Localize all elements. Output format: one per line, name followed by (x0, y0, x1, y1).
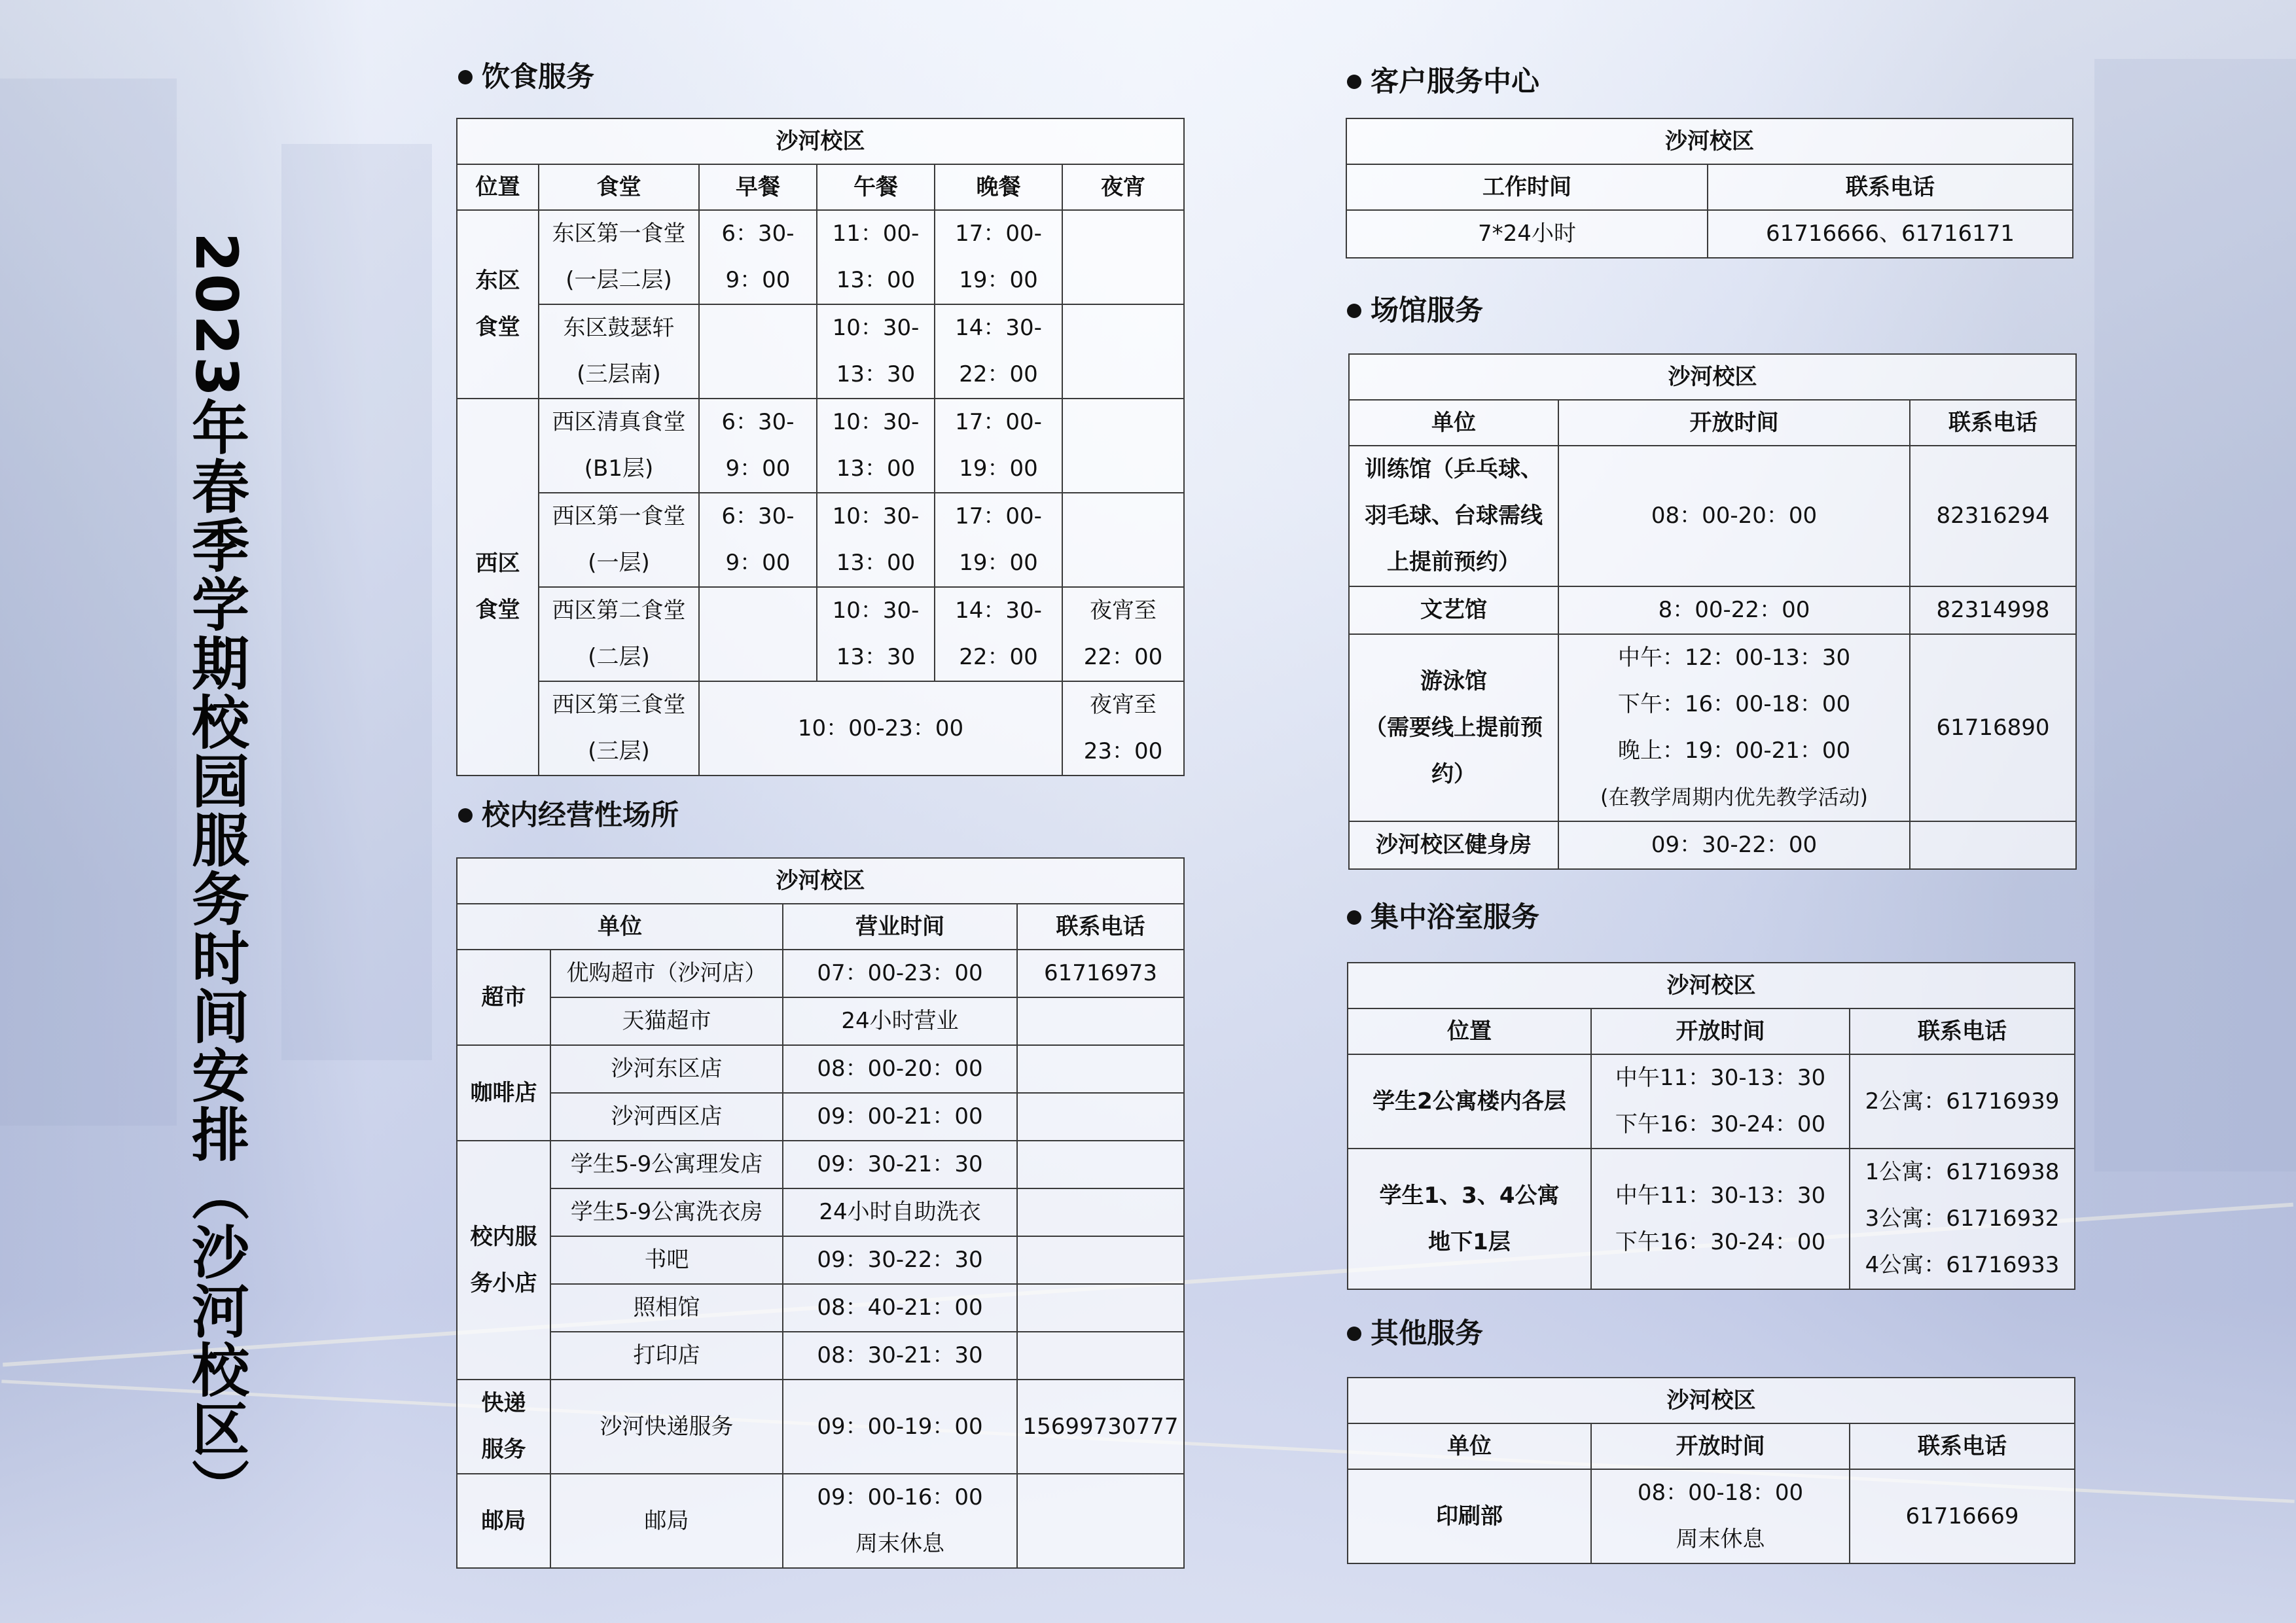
section-heading-food (458, 58, 594, 97)
table-row (1348, 1054, 2075, 1149)
lunch-time: 10：30- 13：00 (817, 493, 935, 587)
phone-number (1910, 821, 2076, 869)
venue-name: 沙河校区健身房 (1349, 821, 1558, 869)
unit-name: 照相馆 (550, 1284, 783, 1332)
food-campus-header: 沙河校区 (457, 118, 1184, 164)
lunch-time: 11：00- 13：00 (817, 210, 935, 304)
table-row (457, 304, 1184, 399)
other-col-phone: 联系电话 (1850, 1423, 2075, 1469)
business-table (456, 857, 1185, 1569)
venue-heading-text: 场馆服务 (1371, 294, 1483, 327)
area-east: 东区 食堂 (457, 210, 539, 399)
venue-campus-header: 沙河校区 (1349, 354, 2076, 400)
section-heading-venue (1347, 291, 1483, 330)
bath-col-hours: 开放时间 (1591, 1008, 1850, 1054)
phone-number (1017, 1236, 1184, 1284)
table-row (457, 681, 1184, 776)
table-row (457, 1093, 1184, 1141)
table-row (1349, 634, 2076, 821)
category-express: 快递 服务 (457, 1380, 550, 1474)
unit-name: 打印店 (550, 1332, 783, 1380)
customer-table (1346, 118, 2073, 259)
venue-table (1348, 353, 2077, 870)
bullet-icon (458, 808, 473, 823)
food-col-night: 夜宵 (1062, 164, 1184, 210)
section-heading-business (458, 796, 679, 835)
canteen-name: 西区第二食堂 (二层) (539, 587, 699, 681)
table-row (457, 1380, 1184, 1474)
table-row (1349, 446, 2076, 586)
opening-hours: 07：00-23：00 (783, 950, 1017, 997)
breakfast-time: 6：30- 9：00 (699, 210, 817, 304)
section-heading-customer (1347, 62, 1539, 101)
other-table (1347, 1377, 2075, 1564)
category-supermarket: 超市 (457, 950, 550, 1045)
table-row (457, 997, 1184, 1045)
page-title: 2023年春季学期校园服务时间安排（沙河校区） (183, 232, 250, 1517)
opening-hours: 09：00-21：00 (783, 1093, 1017, 1141)
bullet-icon (1347, 75, 1361, 89)
lunch-time: 10：30- 13：30 (817, 304, 935, 399)
opening-hours: 09：00-16：00 周末休息 (783, 1474, 1017, 1568)
venue-col-unit: 单位 (1349, 400, 1558, 446)
customer-heading-text: 客户服务中心 (1371, 65, 1539, 98)
bath-location: 学生2公寓楼内各层 (1348, 1054, 1591, 1149)
table-row (1348, 1469, 2075, 1563)
phone-number (1017, 1474, 1184, 1568)
area-west: 西区 食堂 (457, 399, 539, 776)
food-col-lunch: 午餐 (817, 164, 935, 210)
table-row (457, 1188, 1184, 1236)
venue-col-phone: 联系电话 (1910, 400, 2076, 446)
other-col-hours: 开放时间 (1591, 1423, 1850, 1469)
unit-name: 天猫超市 (550, 997, 783, 1045)
breakfast-time: 6：30- 9：00 (699, 399, 817, 493)
unit-name: 学生5-9公寓洗衣房 (550, 1188, 783, 1236)
other-col-unit: 单位 (1348, 1423, 1591, 1469)
night-time (1062, 399, 1184, 493)
table-row (457, 950, 1184, 997)
business-col-unit: 单位 (457, 904, 783, 950)
bullet-icon (1347, 910, 1361, 925)
phone-number (1017, 1284, 1184, 1332)
opening-hours: 08：40-21：00 (783, 1284, 1017, 1332)
bath-col-location: 位置 (1348, 1008, 1591, 1054)
phone-number (1017, 1332, 1184, 1380)
phone-number (1017, 1093, 1184, 1141)
canteen-name: 东区第一食堂 (一层二层) (539, 210, 699, 304)
phone-number: 61716890 (1910, 634, 2076, 821)
dinner-time: 14：30- 22：00 (935, 304, 1062, 399)
opening-hours: 09：30-22：00 (1558, 821, 1910, 869)
canteen-name: 东区鼓瑟轩 (三层南) (539, 304, 699, 399)
section-heading-bath (1347, 898, 1539, 937)
lunch-time: 10：30- 13：30 (817, 587, 935, 681)
other-unit: 印刷部 (1348, 1469, 1591, 1563)
opening-hours: 8：00-22：00 (1558, 586, 1910, 634)
phone-number: 2公寓：61716939 (1850, 1054, 2075, 1149)
section-heading-other (1347, 1314, 1483, 1353)
breakfast-time: 6：30- 9：00 (699, 493, 817, 587)
unit-name: 书吧 (550, 1236, 783, 1284)
food-col-breakfast: 早餐 (699, 164, 817, 210)
opening-hours: 中午11：30-13：30 下午16：30-24：00 (1591, 1149, 1850, 1289)
working-hours: 7*24小时 (1346, 210, 1708, 258)
table-row (457, 493, 1184, 587)
phone-number: 1公寓：61716938 3公寓：61716932 4公寓：61716933 (1850, 1149, 2075, 1289)
all-day-time: 10：00-23：00 (699, 681, 1062, 776)
food-col-dinner: 晚餐 (935, 164, 1062, 210)
venue-name: 游泳馆 （需要线上提前预 约） (1349, 634, 1558, 821)
table-row (1348, 1149, 2075, 1289)
dinner-time: 17：00- 19：00 (935, 399, 1062, 493)
phone-number (1017, 1045, 1184, 1093)
bath-col-phone: 联系电话 (1850, 1008, 2075, 1054)
opening-hours: 08：00-18：00 周末休息 (1591, 1469, 1850, 1563)
phone-number: 61716973 (1017, 950, 1184, 997)
table-row (457, 1474, 1184, 1568)
night-time (1062, 210, 1184, 304)
phone-number: 61716666、61716171 (1708, 210, 2073, 258)
opening-hours-cell (1558, 634, 1910, 821)
phone-number (1017, 1188, 1184, 1236)
venue-name: 训练馆（乒乓球、 羽毛球、台球需线 上提前预约） (1349, 446, 1558, 586)
food-heading-text: 饮食服务 (482, 61, 594, 94)
business-col-phone: 联系电话 (1017, 904, 1184, 950)
venue-name: 文艺馆 (1349, 586, 1558, 634)
bullet-icon (458, 70, 473, 84)
bath-campus-header: 沙河校区 (1348, 963, 2075, 1008)
bullet-icon (1347, 1327, 1361, 1341)
other-campus-header: 沙河校区 (1348, 1378, 2075, 1423)
business-heading-text: 校内经营性场所 (482, 799, 679, 832)
table-row (457, 1236, 1184, 1284)
breakfast-time (699, 304, 817, 399)
opening-hours: 24小时自助洗衣 (783, 1188, 1017, 1236)
unit-name: 学生5-9公寓理发店 (550, 1141, 783, 1188)
phone-number: 61716669 (1850, 1469, 2075, 1563)
bath-heading-text: 集中浴室服务 (1371, 901, 1539, 934)
table-row (457, 399, 1184, 493)
table-row (1346, 210, 2073, 258)
priority-note: (在教学周期内优先教学活动) (1600, 785, 1868, 810)
unit-name: 沙河快递服务 (550, 1380, 783, 1474)
night-time (1062, 304, 1184, 399)
phone-number (1017, 997, 1184, 1045)
phone-number: 15699730777 (1017, 1380, 1184, 1474)
phone-number: 82314998 (1910, 586, 2076, 634)
night-time: 夜宵至 23：00 (1062, 681, 1184, 776)
phone-number: 82316294 (1910, 446, 2076, 586)
opening-hours: 08：00-20：00 (783, 1045, 1017, 1093)
phone-number (1017, 1141, 1184, 1188)
unit-name: 邮局 (550, 1474, 783, 1568)
opening-hours: 中午11：30-13：30 下午16：30-24：00 (1591, 1054, 1850, 1149)
opening-hours: 24小时营业 (783, 997, 1017, 1045)
bath-location: 学生1、3、4公寓 地下1层 (1348, 1149, 1591, 1289)
dinner-time: 17：00- 19：00 (935, 493, 1062, 587)
unit-name: 沙河西区店 (550, 1093, 783, 1141)
food-col-canteen: 食堂 (539, 164, 699, 210)
canteen-name: 西区第三食堂 (三层) (539, 681, 699, 776)
dinner-time: 17：00- 19：00 (935, 210, 1062, 304)
night-time: 夜宵至 22：00 (1062, 587, 1184, 681)
food-table (456, 118, 1185, 776)
night-time (1062, 493, 1184, 587)
canteen-name: 西区清真食堂 (B1层) (539, 399, 699, 493)
table-row (1349, 821, 2076, 869)
canteen-name: 西区第一食堂 (一层) (539, 493, 699, 587)
breakfast-time (699, 587, 817, 681)
customer-campus-header: 沙河校区 (1346, 118, 2073, 164)
opening-hours: 09：30-21：30 (783, 1141, 1017, 1188)
table-row (1349, 586, 2076, 634)
table-row (457, 210, 1184, 304)
opening-hours: 中午：12：00-13：30 下午：16：00-18：00 晚上：19：00-21：00 (1617, 645, 1851, 764)
table-row (457, 1141, 1184, 1188)
category-service-shops: 校内服 务小店 (457, 1141, 550, 1380)
unit-name: 沙河东区店 (550, 1045, 783, 1093)
food-col-location: 位置 (457, 164, 539, 210)
opening-hours: 08：30-21：30 (783, 1332, 1017, 1380)
venue-col-hours: 开放时间 (1558, 400, 1910, 446)
table-row (457, 587, 1184, 681)
customer-col-hours: 工作时间 (1346, 164, 1708, 210)
opening-hours: 08：00-20：00 (1558, 446, 1910, 586)
opening-hours: 09：30-22：30 (783, 1236, 1017, 1284)
unit-name: 优购超市（沙河店） (550, 950, 783, 997)
business-campus-header: 沙河校区 (457, 858, 1184, 904)
other-heading-text: 其他服务 (1371, 1317, 1483, 1350)
table-row (457, 1332, 1184, 1380)
lunch-time: 10：30- 13：00 (817, 399, 935, 493)
table-row (457, 1045, 1184, 1093)
customer-col-phone: 联系电话 (1708, 164, 2073, 210)
opening-hours: 09：00-19：00 (783, 1380, 1017, 1474)
bath-table (1347, 962, 2075, 1290)
category-post: 邮局 (457, 1474, 550, 1568)
table-row (457, 1284, 1184, 1332)
bullet-icon (1347, 304, 1361, 318)
dinner-time: 14：30- 22：00 (935, 587, 1062, 681)
category-cafe: 咖啡店 (457, 1045, 550, 1141)
business-col-hours: 营业时间 (783, 904, 1017, 950)
